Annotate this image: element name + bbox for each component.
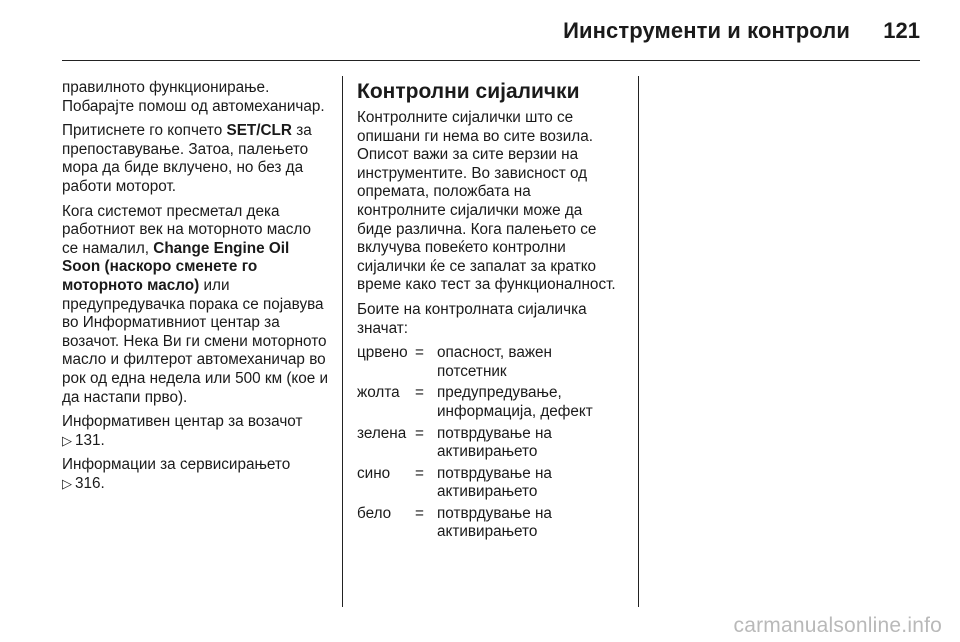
color-meaning: предупредување, информација, дефект	[437, 384, 593, 420]
page-ref-arrow-icon: ▷	[62, 432, 72, 448]
color-meaning: потврдување на активирањето	[437, 464, 552, 501]
color-name: сино	[357, 464, 391, 482]
cross-reference-label: Информации за сервисирањето	[62, 456, 291, 474]
column-divider-2	[638, 76, 639, 607]
page-number: 121	[883, 18, 920, 43]
cross-reference-page[interactable]: 131.	[75, 431, 105, 449]
table-row	[357, 465, 619, 505]
equals-sign: =	[415, 464, 424, 482]
cross-reference-page[interactable]: 316.	[75, 474, 105, 492]
color-meaning: потврдување на активирањето	[437, 424, 552, 461]
section-title: Контролни сијалички	[357, 80, 580, 103]
table-row	[357, 505, 619, 545]
paragraph-oil-text-end: или предупредувачка порака се појавува во Информативниот центар за возачот. Нека Ви ги смени моторното масло и филтерот автомеханичар во рок од една недела или 500 км (кое и да настапи прво).	[62, 276, 329, 406]
paragraph-warning-lights: Контролните сијалички што се опишани ги нема во сите возила. Описот важи за сите верзии на инструментите. Во зависност од опремата, положбата на контролните сијалички може да биде различна. Кога палењето се вклучува повеќето контролни сијалички ќе се запалат за кратко време како тест за функционалност.	[357, 109, 616, 294]
color-name: жолта	[357, 384, 400, 402]
page-header-title: Иинструменти и контроли	[563, 18, 850, 43]
table-row	[357, 425, 619, 465]
cross-reference-service	[62, 456, 330, 493]
color-name: црвено	[357, 344, 408, 362]
paragraph-service: правилното функционирање. Побарајте помош од автомеханичар.	[62, 79, 325, 115]
color-name: зелена	[357, 424, 407, 442]
change-engine-oil-message: Change Engine Oil Soon (наскоро сменете го моторното масло)	[62, 239, 290, 294]
cross-reference-dic	[62, 413, 330, 450]
paragraph-oil-life	[62, 203, 330, 408]
paragraph-oil-text: Кога системот пресметал дека работниот век на моторното масло се намалил,	[62, 202, 312, 257]
equals-sign: =	[415, 384, 424, 402]
color-name: бело	[357, 504, 392, 522]
header-divider	[62, 60, 920, 61]
watermark: carmanualsonline.info	[733, 614, 942, 637]
paragraph-colors-intro: Боите на контролната сијаличка значат:	[357, 300, 587, 337]
color-meaning: потврдување на активирањето	[437, 504, 552, 541]
color-meaning-table	[357, 344, 619, 545]
set-clr-button-label: SET/CLR	[226, 122, 292, 140]
cross-reference-label: Информативен центар за возачот	[62, 413, 303, 431]
equals-sign: =	[415, 344, 424, 362]
table-row	[357, 344, 619, 384]
paragraph-reset-text-end: за препоставување. Затоа, палењето мора да биде вклучено, но без да работи моторот.	[62, 122, 312, 195]
middle-column	[357, 79, 619, 545]
equals-sign: =	[415, 504, 424, 522]
column-divider-1	[342, 76, 343, 607]
paragraph-reset	[62, 122, 330, 196]
page-ref-arrow-icon: ▷	[62, 475, 72, 491]
table-row	[357, 384, 619, 424]
equals-sign: =	[415, 424, 424, 442]
left-column	[62, 79, 330, 499]
paragraph-reset-text: Притиснете го копчето	[62, 122, 227, 140]
color-meaning: опасност, важен потсетник	[437, 344, 553, 380]
